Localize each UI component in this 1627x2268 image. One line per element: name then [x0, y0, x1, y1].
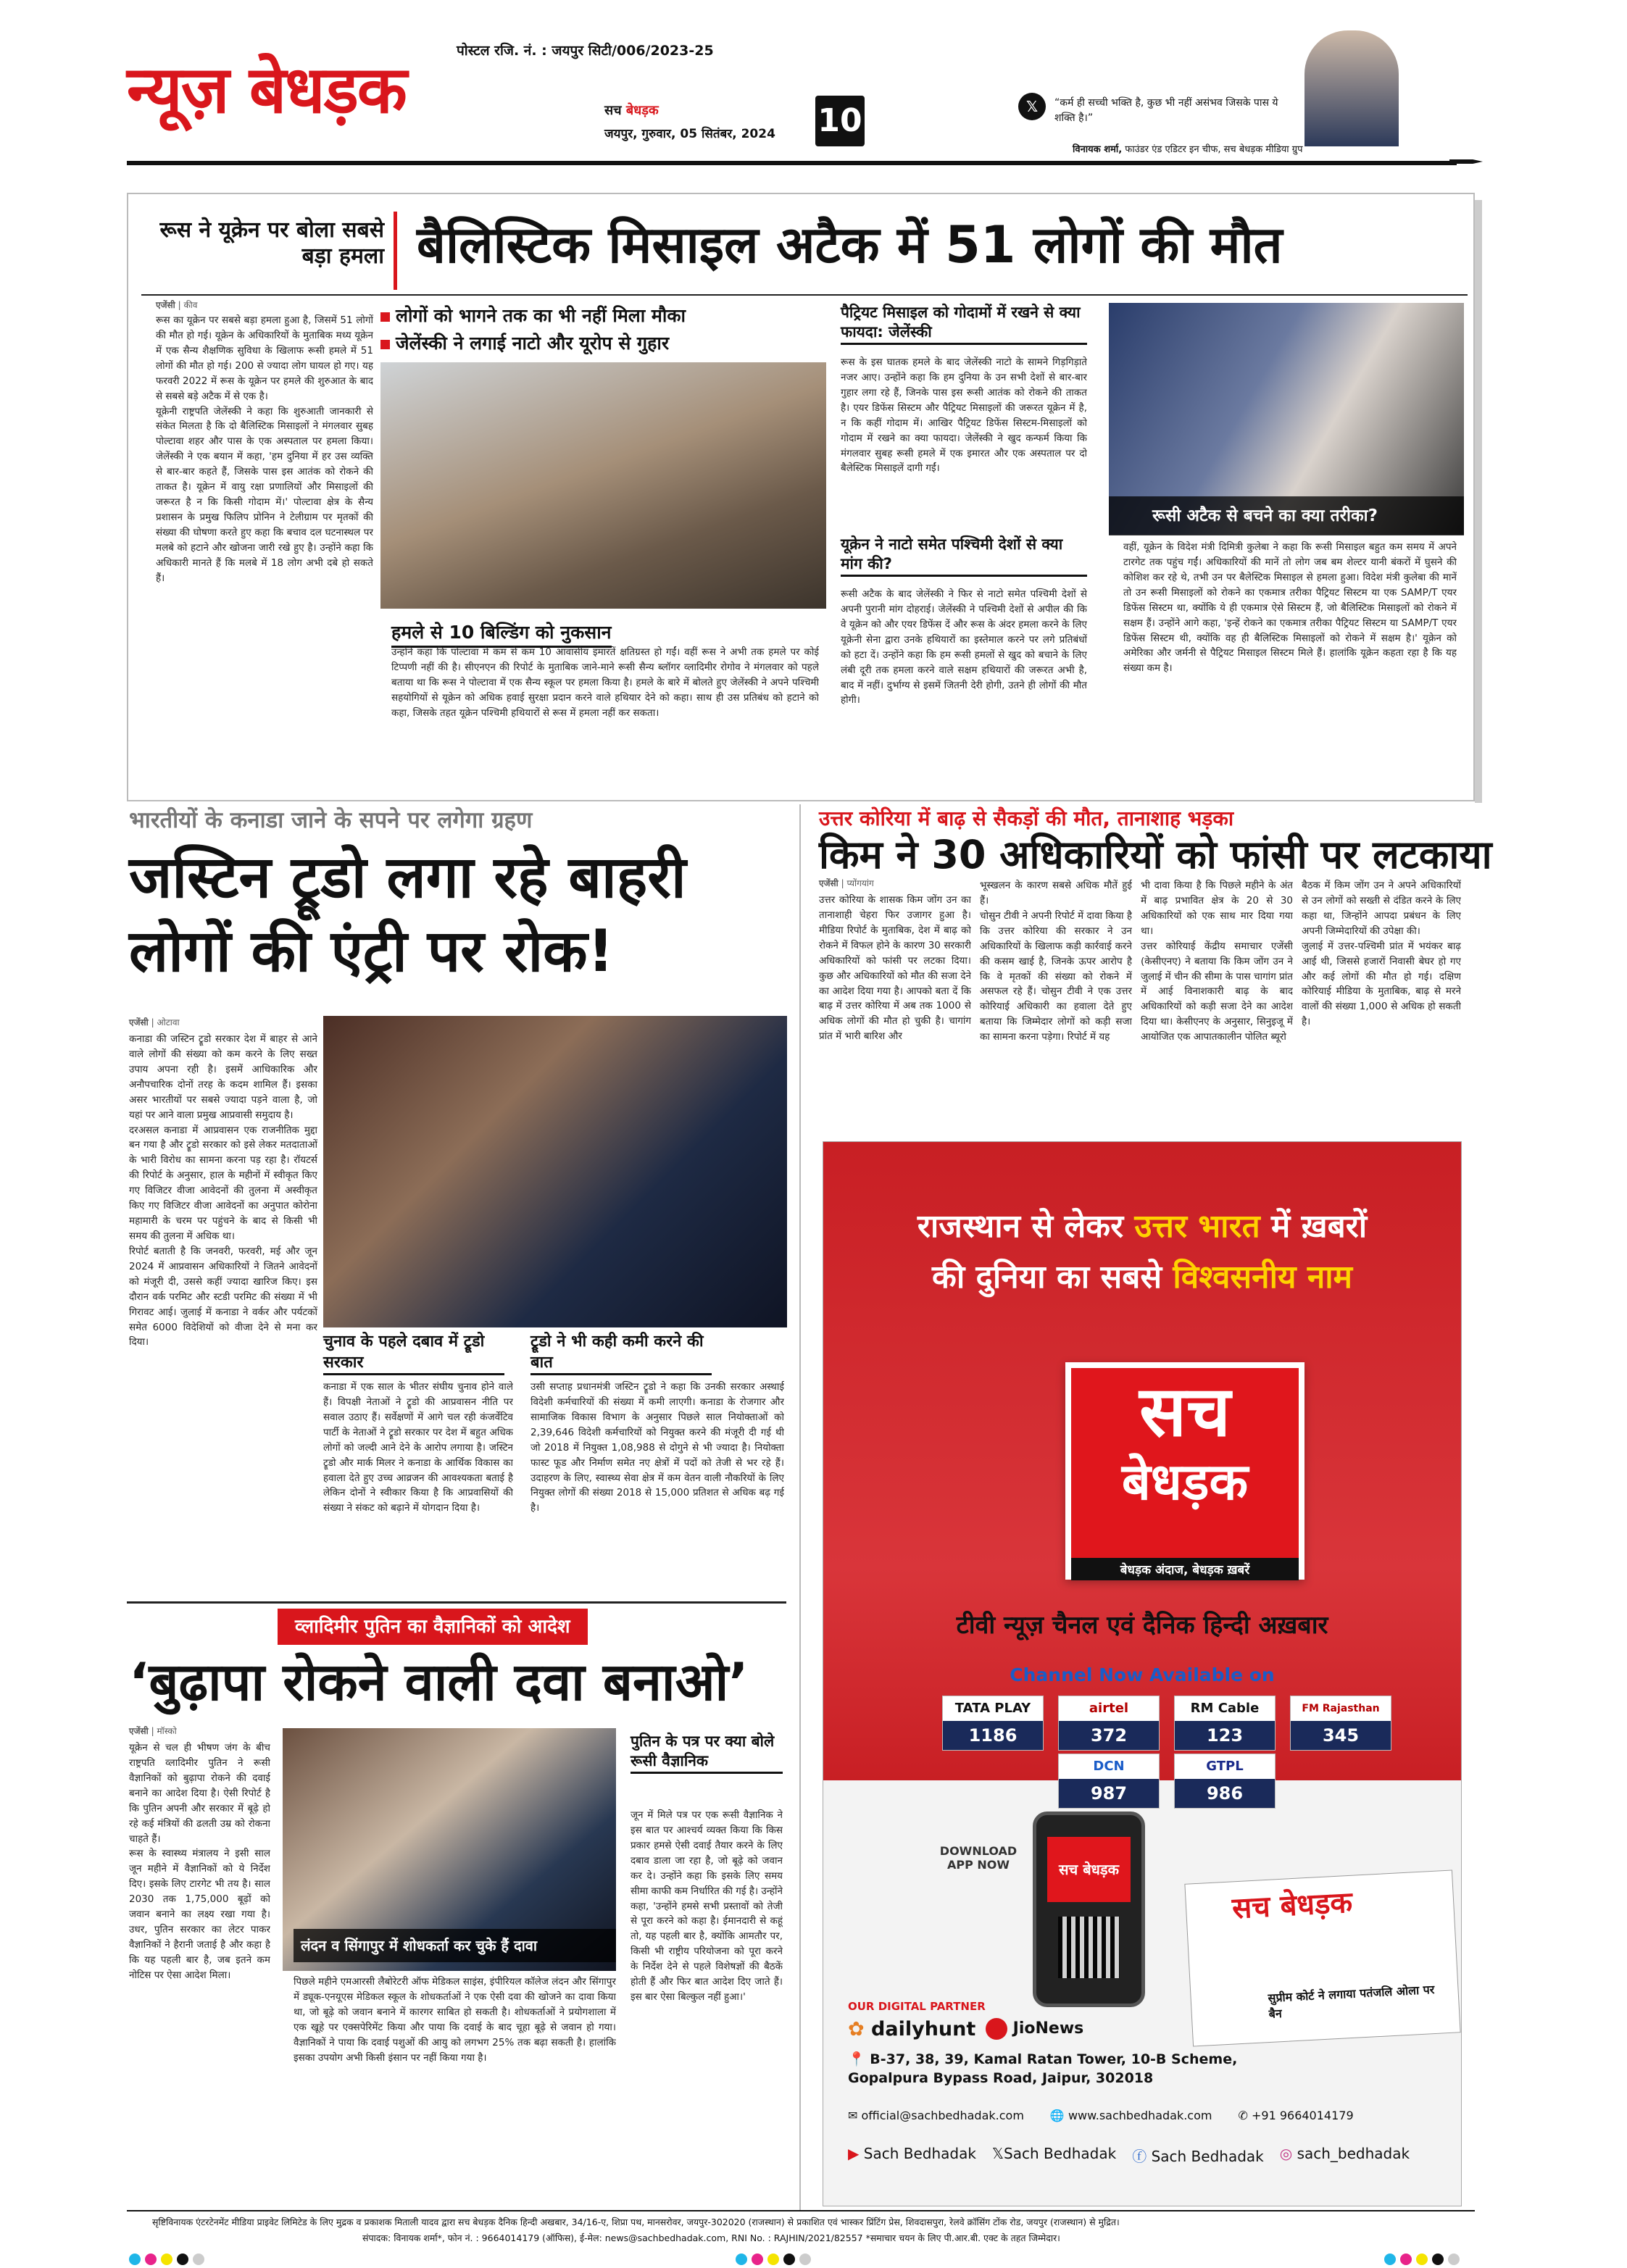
channel-rm-cable — [1174, 1696, 1276, 1751]
print-registration-right — [1384, 2254, 1460, 2265]
lead-sub1-text: रूस के इस घातक हमले के बाद जेलेंस्की नाटो के सामने गिड़गिड़ाते नजर आए। उन्होंने कहा कि हम दुनिया के उन सभी देशों से बार-बार गुहार लगा रहे हैं, जिनके पास इस रूसी आतंक को रोकने की ताकत है। एयर डिफेंस सिस्टम और पैट्रियट मिसाइलों की जरूरत यूक्रेन में है, न कि कहीं गोदाम में। आखिर पैट्रियट डिफेंस सिस्टम-मिसाइलों को गोदाम में रखने का क्या फायदा। जेलेंस्की ने खुद कन्फर्म किया कि मंगलवार सुबह रूसी हमले में एक इमारत और एक अस्पताल पर दो बैलेस्टिक मिसाइलें दागी गईं। — [841, 357, 1087, 475]
phone-screen-logo: सच बेधड़क — [1047, 1837, 1131, 1902]
channel-dcn — [1058, 1754, 1160, 1809]
facebook-icon: ⓕ — [1132, 2148, 1147, 2165]
print-registration-center — [736, 2254, 811, 2265]
place: ओटावा — [157, 1017, 180, 1027]
editor-photo — [1304, 30, 1399, 146]
phone-item — [1238, 2109, 1353, 2122]
lead-photo2-text: वहीं, यूक्रेन के विदेश मंत्री दिमित्री कुलेबा ने कहा कि रूसी मिसाइल बहुत कम समय में अपने टारगेट तक पहुंच गईं। अधिकारियों की मानें तो लोग जब बम शेल्टर यानी बंकरों में घुसने की कोशिश कर रहे थे, तभी उन पर बैलेस्टिक मिसाइल से हमला हुआ। विदेश मंत्री कुलेबा की मानें तो उन रूसी मिसाइलों को रोकने का एकमात्र तरीका पैट्रियट सिस्टम या एक SAMP/T एयर डिफेंस सिस्टम था, क्योंकि ये ही एकमात्र ऐसे सिस्टम हैं, जो बैलिस्टिक मिसाइलों को रोकने में सक्षम हैं। उन्होंने आगे कहा, 'इन्हें रोकने का एकमात्र तरीका पैट्रियट सिस्टम या SAMP/T एयर डिफेंस सिस्टम थी, क्योंकि वह ही बैलिस्टिक मिसाइलों को रोकने में सक्षम है।' यूक्रेन को अमेरिका और जर्मनी से पैट्रियट मिसाइल सिस्टम मिले हैं। हालांकि यूक्रेन कहता रहा है कि यह संख्या कम है। — [1123, 541, 1457, 675]
ad-available: Channel Now Available on — [1010, 1664, 1275, 1685]
jionews-icon — [986, 2018, 1007, 2040]
youtube-icon: ▶ — [848, 2145, 860, 2162]
phone-text: +91 9664014179 — [1251, 2109, 1354, 2122]
lead-photo-text: उन्होंने कहा कि पोल्टावा में कम से कम 10 आवासीय इमारतें क्षतिग्रस्त हो गईं। वहीं रूस ने अभी तक हमले पर कोई टिप्पणी नहीं की है। सीएनएन की रिपोर्ट के मुताबिक जाने-माने रूसी सैन्य ब्लॉगर व्लादिमीर रोगोव ने मंगलवार को पहले बताया था कि रूस ने पोल्टावा में एक सैन्य स्कूल पर हमला किया है। हमले के बारे में बोलते हुए जेलेंस्की ने अपने पश्चिमी सहयोगियों से यूक्रेन को अधिक हवाई सुरक्षा प्रदान करने वाले हथियार देने को कहा। साथ ही उस प्रतिबंध को हटाने को कहा, जिसके तहत यूक्रेन पश्चिमी हथियारों से रूस में हमला नहीं कर सकता। — [391, 646, 819, 719]
email-text[interactable]: official@sachbedhadak.com — [861, 2109, 1024, 2122]
ad-social-row — [848, 2145, 1449, 2166]
rubble-photo — [380, 362, 826, 609]
youtube-item[interactable] — [848, 2145, 976, 2166]
canada-headline: जस्टिन ट्रूडो लगा रहे बाहरी लोगों की एंट्री पर रोक! — [129, 843, 686, 985]
putin-kicker: व्लादिमीर पुतिन का वैज्ञानिकों को आदेश — [278, 1609, 588, 1645]
lead-column-1: रूस का यूक्रेन पर सबसे बड़ा हमला हुआ है, जिसमें 51 लोगों की मौत हो गई। यूक्रेन के अधिकारियों के मुताबिक मध्य यूक्रेन में एक सैन्य शैक्षणिक सुविधा के खिलाफ रूसी हमले में 51 लोगों की मौत हो गई। 200 से ज्यादा लोग घायल हो गए। यह फरवरी 2022 में रूस के यूक्रेन पर हमले की शुरुआत के बाद से सबसे बड़े अटैक में से एक है। यूक्रेनी राष्ट्रपति जेलेंस्की ने कहा कि शुरुआती जानकारी से संकेत मिलता है कि दो बैलिस्टिक मिसाइलों ने मंगलवार सुबह पोल्टावा शहर और पास के एक अस्पताल पर हमला किया। जेलेंस्की ने एक बयान में कहा, 'हम दुनिया में हर उस व्यक्ति से बार-बार कहते हैं, जिसके पास इस आतंक को रोकने की ताकत है। यूक्रेन में वायु रक्षा प्रणालियों और मिसाइलों की जरूरत है न कि किसी गोदाम में।' पोल्टावा क्षेत्र के सैन्य प्रशासन के प्रमुख फिलिप प्रोनिन ने टेलीग्राम पर मृतकों की संख्या की घोषणा करते हुए कहा कि बचाव दल घटनास्थल पर मलबे को हटाने और खोजना जारी रखे हुए है। उन्होंने कहा कि अधिकारी मानते हैं कि मलबे में 18 लोग अभी दबे हो सकते हैं। — [156, 314, 373, 584]
ad-logo-top: सच — [1139, 1371, 1231, 1452]
korea-column-1: उत्तर कोरिया के शासक किम जोंग उन का तानाशाही चेहरा फिर उजागर हुआ है। मीडिया रिपोर्ट के मुताबिक, देश में बाढ़ को रोकने में विफल होने के कारण 30 सरकारी अधिकारियों को फांसी पर लटका दिया। कुछ और अधिकारियों को मौत की सजा देने का आदेश दिया गया है। आपको बता दें कि बाढ़ में उत्तर कोरिया में अब तक 1000 से अधिक लोगों की मौत हो चुकी है। चागांग प्रांत में भारी बारिश और — [819, 894, 971, 1043]
korea-column-4: बैठक में किम जोंग उन ने अपने अधिकारियों से उन लोगों को सख्ती से दंडित करने के लिए कहा था, जिन्होंने आपदा प्रबंधन के लिए अपनी जिम्मेदारियों की उपेक्षा की। जुलाई में उत्तर-पश्चिमी प्रांत में भयंकर बाढ़ आई थी, जिससे हजारों निवासी बेघर हो गए और कई लोगों की मौत हो गई। दक्षिण कोरियाई मीडिया के मुताबिक, बाढ़ से मरने वालों की संख्या 1,000 से अधिक हो सकती है। — [1302, 880, 1461, 1028]
ad-download: DOWNLOAD APP NOW — [939, 1844, 1018, 1872]
putin-caption: लंदन व सिंगापुर में शोधकर्ता कर चुके हैं दावा — [294, 1929, 616, 1962]
masthead-rule — [127, 161, 1457, 165]
putin-byline: एजेंसी | मॉस्को — [129, 1726, 177, 1736]
email-icon: ✉ — [848, 2109, 858, 2122]
canada-kicker: भारतीयों के कनाडा जाने के सपने पर लगेगा ग्रहण — [129, 807, 533, 833]
facebook-item[interactable] — [1132, 2145, 1264, 2166]
korea-column-3: भी दावा किया है कि पिछले महीने के अंत में बाढ़ प्रभावित क्षेत्र के 20 से 30 अधिकारियों को एक साथ मार दिया गया था। उत्तर कोरियाई केंद्रीय समाचार एजेंसी (केसीएनए) ने बताया कि किम जोंग उन ने जुलाई में चीन की सीमा के पास चागांग प्रांत में आई विनाशकारी बाढ़ के बाद अधिकारियों को कड़ी सजा देने का आदेश दिया था। केसीएनए के अनुसार, सिनुइजू में आयोजित एक आपातकालीन पोलित ब्यूरो — [1141, 880, 1293, 1043]
lead-bullet-1: लोगों को भागने तक का भी नहीं मिला मौका — [380, 303, 686, 328]
facebook-label: Sach Bedhadak — [1151, 2148, 1264, 2165]
byline: एजेंसी — [819, 878, 839, 888]
channel-gtpl — [1174, 1754, 1276, 1809]
lead-headline: बैलिस्टिक मिसाइल अटैक में 51 लोगों की मौत — [417, 215, 1283, 275]
website-text[interactable]: www.sachbedhadak.com — [1068, 2109, 1212, 2122]
ad-logo-bottom: बेधड़क — [1121, 1452, 1249, 1512]
dailyhunt-icon: ✿ — [848, 2018, 865, 2040]
canada-column-1: कनाडा की जस्टिन ट्रूडो सरकार देश में बाहर से आने वाले लोगों की संख्या को कम करने के लिए सख्त उपाय अपना रही है। इसमें आधिकारिक और अनौपचारिक दोनों तरह के कदम शामिल हैं। इसका असर भारतीयों पर सबसे ज्यादा पड़ने वाला है, जो यहां पर आने वाला प्रमुख आप्रवासी समुदाय है। दरअसल कनाडा में आप्रवासन एक राजनीतिक मुद्दा बन गया है और ट्रूडो सरकार को इसे लेकर मतदाताओं के भारी विरोध का सामना करना पड़ रहा है। रॉयटर्स की रिपोर्ट के अनुसार, हाल के महीनों में स्वीकृत किए गए विजिटर वीजा आवेदनों की तुलना में अस्वीकृत किए गए विजिटर वीजा आवेदनों का अनुपात कोरोना महामारी के चरम पर पहुंचने के बाद से किसी भी समय की तुलना में अधिक था। रिपोर्ट बताती है कि जनवरी, फरवरी, मई और जून 2024 में आप्रवासन अधिकारियों ने जितने आवेदनों को मंजूरी दी, उससे कहीं ज्यादा खारिज किए। इस दौरान वर्क परमिट और स्टडी परमिट की संख्या में भी गिरावट आई। जुलाई में कनाडा ने वर्कर और पर्यटकों समेत 6000 विदेशियों को वीजा देने से मना कर दिया। — [129, 1033, 317, 1348]
newspaper-mockup-title: सच बेधड़क — [1231, 1885, 1354, 1926]
footer-line-1: सृष्टिविनायक एंटरटेनमेंट मीडिया प्राइवेट लिमिटेड के लिए मुद्रक व प्रकाशक मिताली यादव द्वारा सच बेधड़क दैनिक हिन्दी अखबार, 34/16-ए, शिप्रा पथ, मानसरोवर, जयपुर-302020 (राजस्थान) से प्रकाशित एवं भास्कर प्रिंटिंग प्रेस, शिवदासपुरा, रेलवे क्रॉसिंग टोंक रोड, जयपुर (राजस्थान) से मुद्रित। — [152, 2217, 1120, 2227]
korea-byline: एजेंसी | प्योंगयांग — [819, 878, 874, 888]
rm-cable-number: 123 — [1175, 1721, 1275, 1750]
canada-byline: एजेंसी | ओटावा — [129, 1017, 180, 1027]
lead-byline: एजेंसी | कीव — [156, 300, 198, 310]
byline: एजेंसी — [129, 1726, 149, 1736]
newspaper-mockup-headline: सुप्रीम कोर्ट ने लगाया पतंजलि ओला पर बैन — [1268, 1983, 1435, 2021]
place: प्योंगयांग — [846, 878, 874, 888]
fm-number: 345 — [1291, 1721, 1391, 1750]
korea-divider — [799, 804, 801, 2210]
tata-play-number: 1186 — [943, 1721, 1043, 1750]
tag-prefix: सच — [604, 103, 622, 118]
airtel-number: 372 — [1059, 1721, 1159, 1750]
rm-cable-logo: RM Cable — [1190, 1701, 1260, 1716]
x-social-icon: 𝕏 — [991, 2145, 1004, 2162]
tata-play-logo: TATA PLAY — [954, 1701, 1031, 1716]
canada-bottom-rule — [127, 1601, 786, 1604]
ad-tagline-2b: विश्वसनीय नाम — [1173, 1259, 1352, 1296]
putin-headline: ‘बुढ़ापा रोकने वाली दवा बनाओ’ — [129, 1651, 749, 1712]
lead-kicker-divider — [394, 212, 397, 290]
canada-sub1-text: कनाडा में एक साल के भीतर संघीय चुनाव होने वाले हैं। विपक्षी नेताओं ने ट्रूडो की आप्रवासन नीति पर सवाल उठाए हैं। सर्वेक्षणों में आगे चल रही कंजर्वेटिव पार्टी के नेताओं ने ट्रूडो सरकार पर देश में बहुत अधिक लोगों को जल्दी आने देने के आरोप लगाया है। जस्टिन ट्रूडो और मार्क मिलर ने कनाडा के आर्थिक विकास का हवाला देते हुए उच्च आव्रजन की आवश्यकता बताई है लेकिन दोनों ने स्वीकार किया है कि आप्रवासियों की संख्या ने संकट को बढ़ाने में योगदान दिया है। — [323, 1381, 513, 1514]
lead-sub1-heading: पैट्रियट मिसाइल को गोदामों में रखने से क्या फायदा: जेलेंस्की — [841, 303, 1087, 345]
dailyhunt-label: dailyhunt — [871, 2018, 976, 2040]
ad-logo-strap: बेधड़क अंदाज, बेधड़क ख़बरें — [1071, 1558, 1299, 1580]
instagram-icon: ◎ — [1279, 2145, 1293, 2162]
phone-icon: ✆ — [1238, 2109, 1248, 2122]
place: मॉस्को — [157, 1726, 177, 1736]
korea-headline: किम ने 30 अधिकारियों को फांसी पर लटकाया — [819, 832, 1492, 877]
pen-nib-icon — [1449, 151, 1483, 172]
youtube-label: Sach Bedhadak — [863, 2145, 976, 2162]
email-item — [848, 2109, 1024, 2122]
lead-bullet-2: जेलेंस्की ने लगाई नाटो और यूरोप से गुहार — [380, 330, 669, 355]
place: कीव — [183, 300, 198, 310]
airtel-logo: airtel — [1089, 1701, 1129, 1716]
lead-box-shadow — [1475, 200, 1482, 803]
ad-tagline-2 — [823, 1254, 1462, 1297]
x-icon: 𝕏 — [1018, 93, 1046, 120]
footer-line-2: संपादक: विनायक शर्मा*, फोन नं. : 9664014179 (ऑफिस), ई-मेल: news@sachbedhadak.com, RNI No. : RAJHIN/2021/82557 *समाचार चयन के लिए पी.आर.बी. एक्ट के तहत जिम्मेदार। — [362, 2232, 1060, 2243]
globe-icon: 🌐 — [1049, 2109, 1065, 2122]
ad-contact-row — [848, 2109, 1449, 2122]
lead-sub2-heading: यूक्रेन ने नाटो समेत पश्चिमी देशों से क्या मांग की? — [841, 535, 1087, 577]
ad-partner-label: OUR DIGITAL PARTNER — [848, 2000, 986, 2013]
lead-sub2-text: रूसी अटैक के बाद जेलेंस्की ने फिर से नाटो समेत पश्चिमी देशों से अपनी पुरानी मांग दोहराई। जेलेंस्की ने पश्चिमी देशों से अपील की कि वे यूक्रेन को और एयर डिफेंस दें और रूस के अंदर हमला करने के लिए यूक्रेनी सेना द्वारा उनके हथियारों का इस्तेमाल करने पर लगे प्रतिबंधों को हटा दें। उन्होंने कहा कि हम रूसी हमलों से खुद को बचाने के लिए लंबी दूरी तक हमला करने वाले सक्षम हथियारों की जरूरत अभी है, बाद में नहीं। दुर्भाग्य से इसमें जितनी देरी होगी, उतने ही लोगों की मौत होगी। — [841, 588, 1087, 706]
canada-sub1-heading: चुनाव के पहले दबाव में ट्रूडो सरकार — [323, 1332, 504, 1375]
dateline: जयपुर, गुरुवार, 05 सितंबर, 2024 — [604, 127, 775, 141]
instagram-label: sach_bedhadak — [1297, 2145, 1410, 2162]
putin-caption-text: पिछले महीने एमआरसी लैबोरेटरी ऑफ मेडिकल साइंस, इंपीरियल कॉलेज लंदन और सिंगापुर में ड्यूक-एनयूएस मेडिकल स्कूल के शोधकर्ताओं ने एक ऐसी दवा की खोजने का दावा किया था, जो बूढ़े को जवान बनाने में कारगर साबित हो सकती है। शोधकर्ताओं ने प्रयोगशाला में एक खूहे पर एक्सपेरिमेंट किया और पाया कि दवाई के बाद चूहा बूढ़े से जवान हो गया। वैज्ञानिकों ने पाया कि दवाई पशुओं की आयु को लगभग 25% तक बढ़ा सकती है। हालांकि इसका उपयोग अभी किसी इंसान पर नहीं किया गया है। — [294, 1976, 616, 2064]
postal-registration: पोस्टल रजि. नं. : जयपुर सिटी/006/2023-25 — [457, 43, 714, 59]
putin-column-1: यूक्रेन से चल ही भीषण जंग के बीच राष्ट्रपति व्लादिमीर पुतिन ने रूसी वैज्ञानिकों को बुढ़ापा रोकने की दवाई बनाने का आदेश दिया है। ऐसी रिपोर्ट है कि पुतिन अपनी और सरकार में बूढ़े हो रहे कई मंत्रियों की ढलती उम्र को रोकना चाहते हैं। रूस के स्वास्थ्य मंत्रालय ने इसी साल जून महीने में वैज्ञानिकों को ये निर्देश दिए। इसके लिए टारगेट भी तय है। साल 2030 तक 1,75,000 बूढ़ों को जवान बनाने का लक्ष्य रखा गया है। उधर, पुतिन सरकार का लेटर पाकर वैज्ञानिकों ने हैरानी जताई है और कहा है कि यह पहली बार है, जब इतने कम नोटिस पर ऐसा आदेश मिला। — [129, 1742, 270, 1981]
ad-tagline-2a: की दुनिया का सबसे — [932, 1259, 1162, 1296]
channel-airtel — [1058, 1696, 1160, 1751]
ad-tagline-1a: राजस्थान से लेकर — [917, 1208, 1124, 1245]
korea-kicker: उत्तर कोरिया में बाढ़ से सैकड़ों की मौत, तानाशाह भड़का — [819, 806, 1234, 830]
location-pin-icon: 📍 — [848, 2051, 865, 2067]
trudeau-photo — [323, 1016, 787, 1327]
ad-channel-line: टीवी न्यूज़ चैनल एवं दैनिक हिन्दी अख़बार — [956, 1611, 1328, 1640]
instagram-item[interactable] — [1280, 2145, 1410, 2166]
canada-sub2-heading: ट्रूडो ने भी कही कमी करने की बात — [530, 1332, 712, 1375]
byline: एजेंसी — [156, 300, 175, 310]
print-registration-left — [129, 2254, 204, 2265]
footer-rule — [127, 2210, 1475, 2211]
editor-name: विनायक शर्मा, — [1073, 144, 1123, 155]
dcn-logo: DCN — [1093, 1759, 1125, 1774]
lead-rule — [141, 294, 1468, 296]
korea-column-2: भूस्खलन के कारण सबसे अधिक मौतें हुई हैं। चोसुन टीवी ने अपनी रिपोर्ट में दावा किया है कि उत्तर कोरिया की सरकार ने उन अधिकारियों के खिलाफ कड़ी कार्रवाई करने की कसम खाई है, जिनके ऊपर आरोप है कि वे मृतकों की संख्या को रोकने में असफल रहे हैं। चोसुन टीवी ने एक उत्तर कोरियाई अधिकारी का हवाला देते हुए बताया कि जिम्मेदार लोगों को कड़ी सजा का सामना करना पड़ेगा। रिपोर्ट में यह — [980, 880, 1132, 1043]
website-item — [1050, 2109, 1212, 2122]
byline: एजेंसी — [129, 1017, 149, 1027]
ad-tagline-1 — [823, 1203, 1462, 1246]
qr-icon — [1058, 1917, 1120, 1978]
editor-credit — [1073, 142, 1303, 155]
x-item[interactable] — [992, 2145, 1116, 2166]
editor-title: फाउंडर एंड एडिटर इन चीफ, सच बेधड़क मीडिया ग्रुप — [1125, 144, 1303, 155]
masthead-logo: न्यूज़ बेधड़क — [127, 52, 406, 128]
channel-tata-play — [942, 1696, 1044, 1751]
lead-photo2-caption: रूसी अटैक से बचने का क्या तरीका? — [1109, 496, 1464, 535]
ad-partner-dailyhunt — [848, 2018, 975, 2040]
lead-kicker: रूस ने यूक्रेन पर बोला सबसे बड़ा हमला — [159, 217, 384, 269]
channel-fm — [1290, 1696, 1391, 1751]
page-number: 10 — [815, 96, 865, 146]
masthead-tag — [604, 101, 659, 119]
address-text: B-37, 38, 39, Kamal Ratan Tower, 10-B Scheme, Gopalpura Bypass Road, Jaipur, 302018 — [848, 2051, 1238, 2086]
ad-address — [848, 2051, 1237, 2088]
canada-sub2-text: उसी सप्ताह प्रधानमंत्री जस्टिन ट्रूडो ने कहा कि उनकी सरकार अस्थाई विदेशी कर्मचारियों की संख्या में कमी लाएगी। कनाडा के रोजगार और सामाजिक विकास विभाग के अनुसार पिछले साल नियोक्ताओं को 2,39,646 विदेशी कर्मचारियों को नियुक्त करने की मंजूरी दी गई थी जो 2018 में नियुक्त 1,08,988 से दोगुने से भी ज्यादा है। नियोक्ता फास्ट फूड और निर्माण समेत नए क्षेत्रों में पदों को तेजी से भर रहे हैं। उदाहरण के लिए, स्वास्थ्य सेवा क्षेत्र में कम वेतन वाली नौकरियों के लिए नियुक्त लोगों की संख्या 2018 से 15,000 प्रतिशत से अधिक बढ़ गई है। — [530, 1381, 784, 1514]
tag-red: बेधड़क — [625, 103, 659, 118]
jionews-label: JioNews — [1012, 2019, 1084, 2038]
gtpl-number: 986 — [1175, 1779, 1275, 1808]
ad-tagline-1b: उत्तर भारत — [1134, 1208, 1260, 1245]
putin-side-text: जून में मिले पत्र पर एक रूसी वैज्ञानिक ने इस बात पर आश्चर्य व्यक्त किया कि किस प्रकार हमसे ऐसी दवाई तैयार करने के लिए दबाव डाला जा रहा है, जो बूढ़े को जवान कर दे। उन्होंने कहा कि इसके लिए समय सीमा काफी कम निर्धारित की गई है। उन्होंने कहा, 'उन्होंने हमसे सभी प्रस्तावों को तेजी से पूरा करने को कहा है। ईमानदारी से कहूं तो, यह पहली बार है, क्योंकि आमतौर पर, किसी भी राष्ट्रीय परियोजना को पूरा करने के निर्देश देने से पहले विशेषज्ञों की बैठकें होती हैं और फिर बात आदेश दिए जाते हैं। इस बार ऐसा बिल्कुल नहीं हुआ।' — [631, 1809, 783, 2004]
gtpl-logo: GTPL — [1206, 1759, 1244, 1774]
ad-tagline-1c: में ख़बरों — [1270, 1208, 1368, 1245]
lead-photo-heading: हमले से 10 बिल्डिंग को नुकसान — [391, 620, 612, 648]
ad-partner-jionews — [986, 2018, 1083, 2040]
putin-side-heading: पुतिन के पत्र पर क्या बोले रूसी वैज्ञानिक — [631, 1732, 783, 1774]
x-label: Sach Bedhadak — [1004, 2145, 1117, 2162]
dcn-number: 987 — [1059, 1779, 1159, 1808]
editor-quote: “कर्म ही सच्ची भक्ति है, कुछ भी नहीं असंभव जिसके पास ये शक्ति है।” — [1054, 97, 1278, 124]
fm-logo: FM Rajasthan — [1302, 1703, 1380, 1714]
